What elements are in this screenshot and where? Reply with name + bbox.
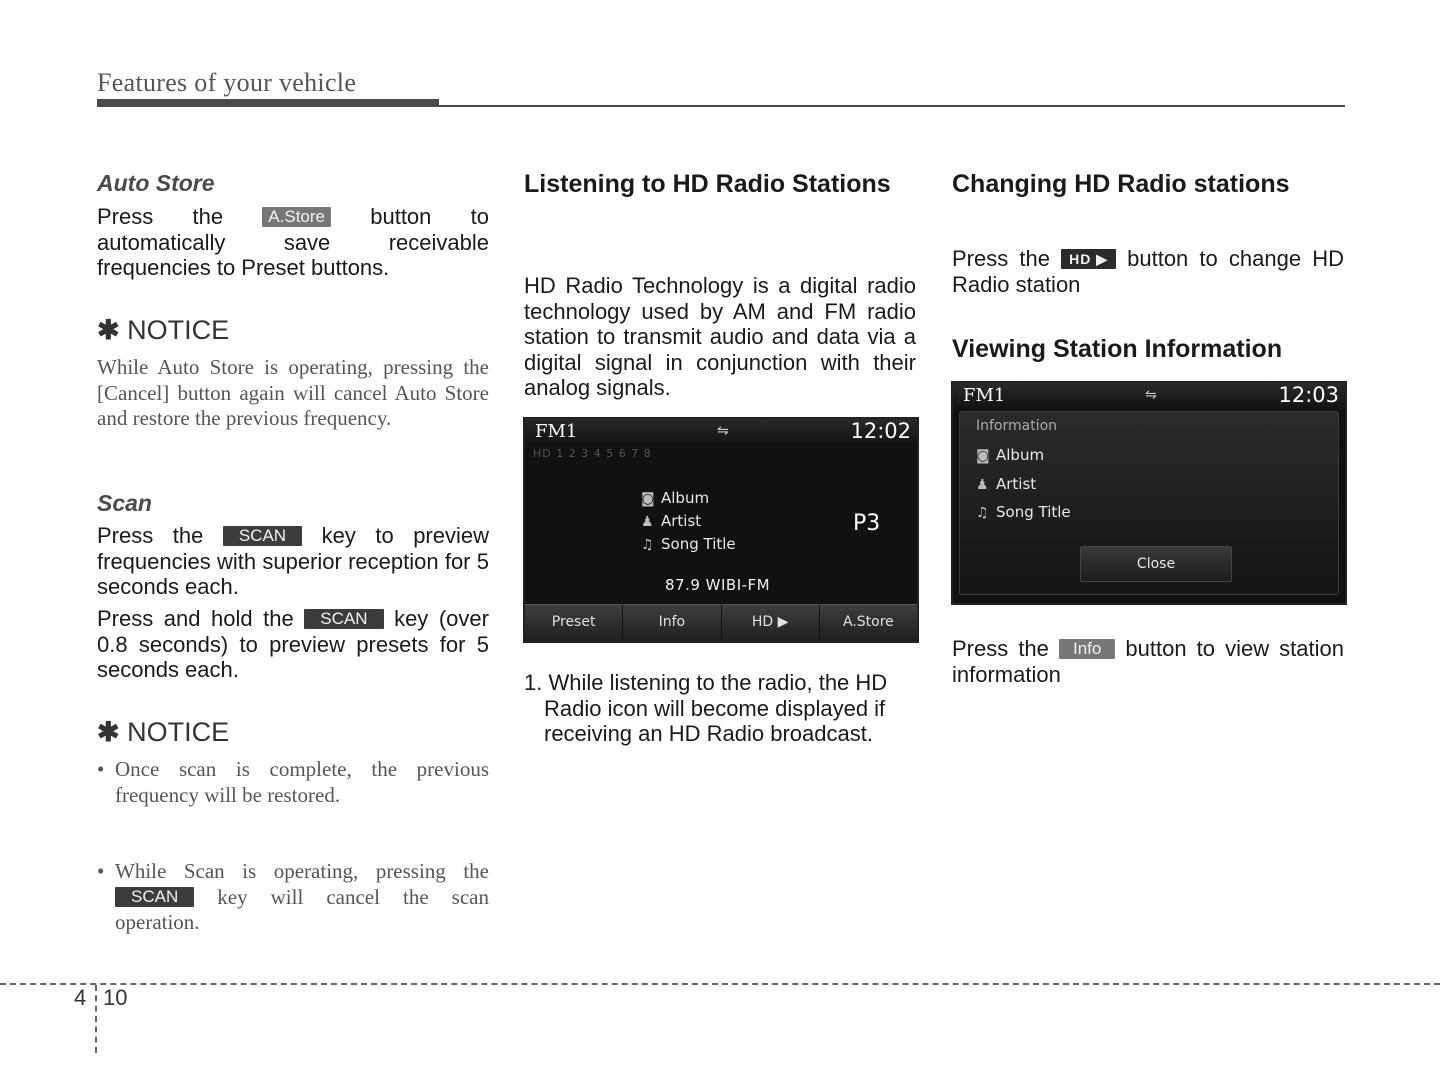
footer-divider — [95, 985, 97, 1053]
clock: 12:03 — [1278, 383, 1339, 407]
changing-text-after: button to change HD Radio station — [952, 246, 1344, 297]
notice-bullet-1: • Once scan is complete, the previous frequency will be restored. — [97, 757, 489, 808]
album-label: Album — [996, 446, 1045, 464]
changing-text-before: Press the — [952, 246, 1062, 271]
viewing-text-before: Press the — [952, 636, 1059, 661]
page-number: 10 — [103, 985, 128, 1010]
page-header-title: Features of your vehicle — [97, 68, 357, 97]
screen-button-bar — [525, 604, 917, 641]
auto-store-paragraph — [97, 204, 489, 281]
viewing-paragraph — [952, 636, 1344, 687]
clock: 12:02 — [850, 419, 911, 443]
hd-button[interactable]: HD ▶ — [722, 605, 820, 641]
usb-icon: ⇋ — [717, 423, 729, 439]
auto-store-text-before: Press the — [97, 204, 263, 229]
scan-paragraph-1 — [97, 523, 489, 600]
album-label: Album — [661, 489, 710, 507]
notice-star-icon: ✱ — [97, 717, 120, 747]
notice-text-1: While Auto Store is operating, pressing the [Cancel] button again will cancel Auto Store and restore the previous frequency. — [97, 355, 489, 430]
song-icon: ♫ — [976, 505, 989, 521]
notice-bullet-2-after: key will cancel the scan operation. — [115, 884, 489, 934]
auto-store-heading: Auto Store — [97, 170, 215, 196]
album-icon: ◙ — [641, 491, 655, 507]
album-row — [641, 489, 709, 507]
scan-key-chip: SCAN — [115, 887, 194, 907]
song-label: Song Title — [996, 503, 1071, 521]
preset-button[interactable]: Preset — [525, 605, 623, 641]
artist-label: Artist — [996, 475, 1037, 493]
artist-icon: ♟ — [976, 477, 989, 493]
scan-p2-before: Press and hold the — [97, 606, 305, 631]
notice-bullet-2 — [97, 859, 489, 936]
band-label: FM1 — [963, 385, 1006, 406]
album-row — [976, 446, 1044, 464]
song-row — [641, 535, 736, 553]
usb-icon: ⇋ — [1145, 387, 1157, 403]
radio-screen — [523, 417, 919, 643]
preset-indicator: P3 — [853, 511, 881, 536]
changing-heading: Changing HD Radio stations — [952, 170, 1290, 198]
information-popup — [959, 411, 1339, 595]
song-icon: ♫ — [641, 537, 654, 553]
notice-star-icon: ✱ — [97, 315, 120, 345]
song-row — [976, 503, 1071, 521]
hd-radio-intro: HD Radio Technology is a digital radio technology used by AM and FM radio station to transmit audio and data via a digital signal in conjunction with their analog signals. — [524, 273, 916, 400]
album-icon: ◙ — [976, 448, 990, 464]
artist-row — [641, 512, 701, 530]
notice-heading-2 — [97, 717, 229, 748]
step-1: 1. While listening to the radio, the HD Radio icon will become displayed if receiving an HD Radio broadcast. — [524, 670, 888, 746]
a-store-button-chip: A.Store — [262, 207, 331, 227]
notice-heading-1 — [97, 315, 229, 346]
information-title: Information — [976, 418, 1058, 434]
frequency-display: 87.9 WIBI-FM — [665, 576, 771, 594]
scan-p1-before: Press the — [97, 523, 223, 548]
info-button-chip: Info — [1059, 639, 1115, 659]
changing-paragraph — [952, 246, 1344, 297]
hd-button-chip: HD ▶ — [1061, 249, 1116, 269]
viewing-text-after: button to view station information — [952, 636, 1345, 687]
close-button[interactable]: Close — [1080, 546, 1232, 582]
scan-p1-after: key to preview frequencies with superior reception for 5 seconds each. — [97, 523, 489, 599]
hd-preset-indicators: HD 1 2 3 4 5 6 7 8 — [533, 447, 652, 460]
artist-label: Artist — [661, 512, 702, 530]
notice-heading-label: NOTICE — [127, 717, 230, 747]
song-label: Song Title — [661, 535, 736, 553]
scan-key-chip: SCAN — [304, 609, 383, 629]
scan-heading: Scan — [97, 490, 152, 516]
band-label: FM1 — [535, 421, 578, 442]
scan-p2-after: key (over 0.8 seconds) to preview presets for 5 seconds each. — [97, 606, 489, 682]
artist-icon: ♟ — [641, 514, 654, 530]
info-screen — [951, 381, 1347, 605]
notice-heading-label: NOTICE — [127, 315, 230, 345]
scan-key-chip: SCAN — [223, 526, 302, 546]
chapter-number: 4 — [74, 985, 87, 1010]
auto-store-text-after: button to automatically save receivable frequencies to Preset buttons. — [97, 204, 489, 280]
footer-rule — [0, 983, 1440, 985]
viewing-heading: Viewing Station Information — [952, 335, 1283, 363]
info-button[interactable]: Info — [623, 605, 721, 641]
artist-row — [976, 475, 1036, 493]
scan-paragraph-2 — [97, 606, 489, 683]
notice-bullet-2-before: While Scan is operating, pressing the — [115, 859, 489, 883]
header-rule — [97, 105, 1345, 107]
hd-radio-heading: Listening to HD Radio Stations — [524, 170, 891, 198]
a-store-button[interactable]: A.Store — [820, 605, 917, 641]
